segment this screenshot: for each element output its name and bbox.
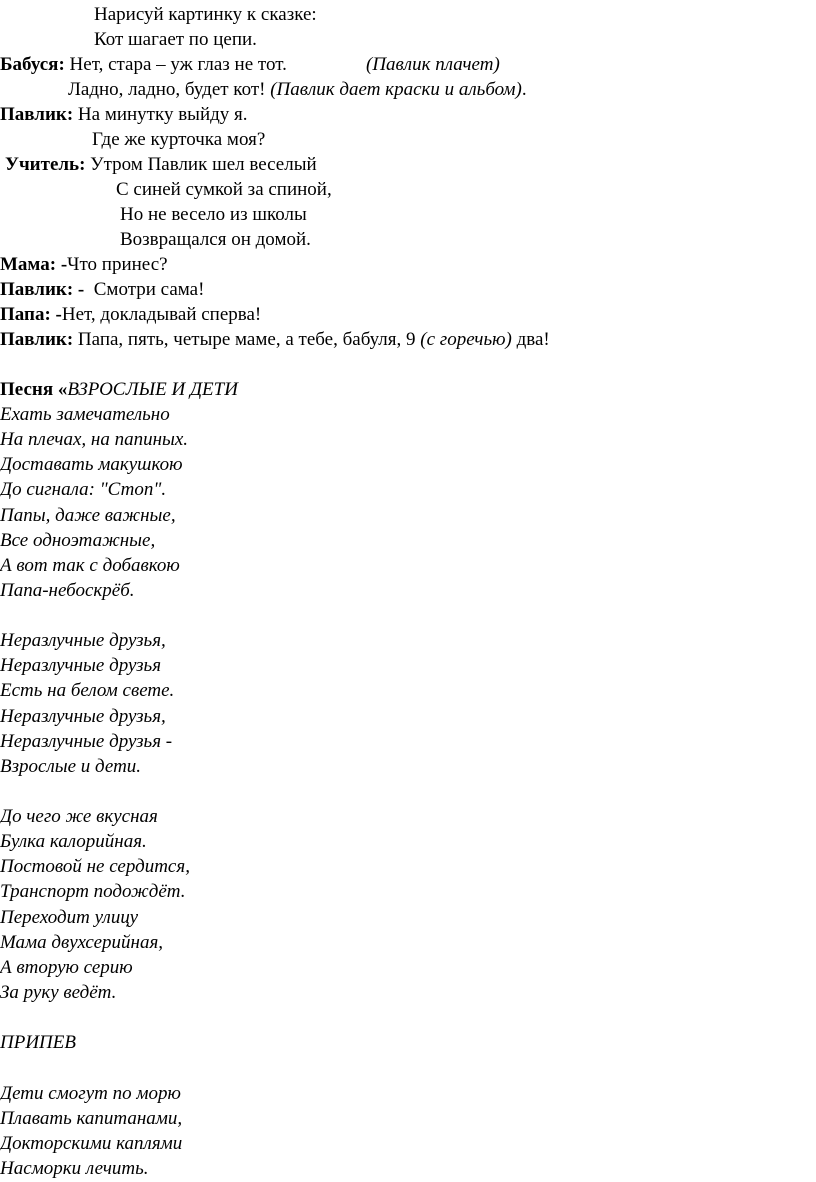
line-3 (0, 52, 500, 77)
line-7-text: Утром Павлик шел веселый (85, 154, 317, 175)
chorus-line: Неразлучные друзья (0, 655, 162, 676)
line-3-text: Нет, стара – уж глаз не тот. (64, 54, 287, 75)
chorus-line: Неразлучные друзья, (0, 706, 166, 727)
verse-line: Ехать замечательно (0, 404, 170, 425)
line-5 (0, 102, 248, 127)
verse-line: Все одноэтажные, (0, 530, 156, 551)
line-13 (0, 302, 261, 327)
line-12 (0, 277, 204, 302)
verse-line: Дети смогут по морю (0, 1083, 181, 1104)
speaker-uchitel: Учитель: (5, 154, 86, 175)
line-4 (68, 77, 527, 102)
speaker-pavlik: Павлик: - (0, 279, 85, 300)
line-6: Где же курточка моя? (92, 129, 266, 150)
verse-line: Транспорт подождёт. (0, 881, 186, 902)
line-12-text: Смотри сама! (84, 279, 205, 300)
stage-note: (Павлик плачет) (366, 54, 500, 75)
song-title: ВЗРОСЛЫЕ И ДЕТИ (67, 379, 238, 400)
chorus-line: Взрослые и дети. (0, 756, 142, 777)
speaker-mama: Мама: - (0, 254, 68, 275)
verse-line: Переходит улицу (0, 907, 139, 928)
line-5-text: На минутку выйду я. (73, 104, 248, 125)
line-2: Кот шагает по цепи. (94, 29, 257, 50)
verse-line: Мама двухсерийная, (0, 932, 164, 953)
speaker-papa: Папа: - (0, 304, 62, 325)
verse-line: А вот так с добавкою (0, 555, 180, 576)
speaker-pavlik: Павлик: (0, 329, 74, 350)
line-14-text: Папа, пять, четыре маме, а тебе, бабуля, 9 (73, 329, 421, 350)
line-4-tail: . (521, 79, 527, 100)
line-11-text: Что принес? (67, 254, 168, 275)
verse-line: За руку ведёт. (0, 982, 117, 1003)
verse-line: Постовой не сердится, (0, 856, 190, 877)
line-7 (5, 152, 317, 177)
verse-line: А вторую серию (0, 957, 133, 978)
verse-line: Плавать капитанами, (0, 1108, 183, 1129)
song-label: Песня « (0, 379, 68, 400)
verse-line: До сигнала: "Стоп". (0, 479, 167, 500)
line-4-text: Ладно, ладно, будет кот! (68, 79, 266, 100)
speaker-babusya: Бабуся: (0, 54, 65, 75)
chorus-line: Есть на белом свете. (0, 680, 175, 701)
line-13-text: Нет, докладывай сперва! (61, 304, 262, 325)
verse-line: До чего же вкусная (0, 806, 158, 827)
verse-line: Папа-небоскрёб. (0, 580, 135, 601)
line-14 (0, 327, 550, 352)
verse-line: Доставать макушкою (0, 454, 183, 475)
verse-line: Булка калорийная. (0, 831, 147, 852)
verse-line: Папы, даже важные, (0, 505, 176, 526)
line-1: Нарисуй картинку к сказке: (94, 4, 317, 25)
verse-line: Докторскими каплями (0, 1133, 183, 1154)
stage-note: (с горечью) (420, 329, 512, 350)
verse-line: На плечах, на папиных. (0, 429, 189, 450)
song-heading (0, 377, 238, 402)
chorus-line: Неразлучные друзья, (0, 630, 166, 651)
speaker-pavlik: Павлик: (0, 104, 74, 125)
chorus-line: Неразлучные друзья - (0, 731, 173, 752)
line-8: С синей сумкой за спиной, (116, 179, 332, 200)
line-9: Но не весело из школы (120, 204, 307, 225)
line-14-tail: два! (511, 329, 550, 350)
stage-note: (Павлик дает краски и альбом) (270, 79, 522, 100)
chorus-label: ПРИПЕВ (0, 1032, 76, 1053)
line-10: Возвращался он домой. (120, 229, 311, 250)
line-11 (0, 252, 168, 277)
verse-line: Насморки лечить. (0, 1158, 149, 1179)
